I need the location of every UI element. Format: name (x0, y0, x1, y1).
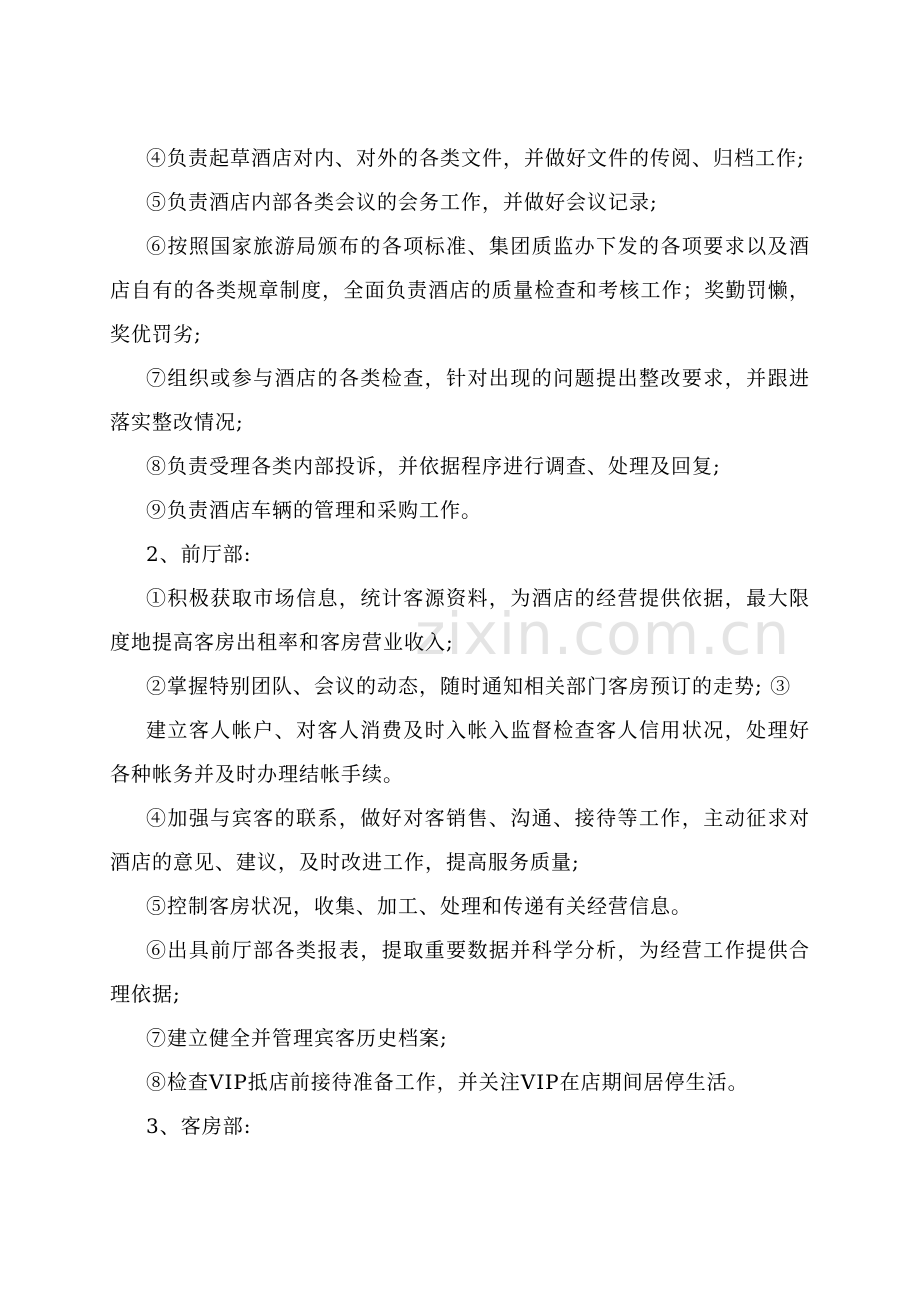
paragraph-office-6: ⑥按照国家旅游局颁布的各项标准、集团质监办下发的各项要求以及酒店自有的各类规章制度，全面负责酒店的质量检查和考核工作；奖勤罚懒，奖优罚劣; (110, 234, 810, 346)
paragraph-front-7: ⑦建立健全并管理宾客历史档案; (146, 1026, 448, 1050)
paragraph-office-9: ⑨负责酒店车辆的管理和采购工作。 (146, 498, 482, 522)
paragraph-front-6: ⑥出具前厅部各类报表，提取重要数据并科学分析，为经营工作提供合理依据; (110, 938, 810, 1006)
paragraph-front-4: ④加强与宾客的联系，做好对客销售、沟通、接待等工作，主动征求对酒店的意见、建议，及时改进工作，提高服务质量; (110, 806, 810, 874)
section-heading-front-office: 2、前厅部: (146, 542, 252, 566)
paragraph-office-4: ④负责起草酒店对内、对外的各类文件，并做好文件的传阅、归档工作; (146, 146, 805, 170)
paragraph-front-5: ⑤控制客房状况，收集、加工、处理和传递有关经营信息。 (146, 894, 692, 918)
paragraph-front-1: ①积极获取市场信息，统计客源资料，为酒店的经营提供依据，最大限度地提高客房出租率和客房营业收入; (110, 586, 810, 654)
watermark: zixin.com.cn (415, 600, 791, 668)
paragraph-front-2: ②掌握特别团队、会议的动态，随时通知相关部门客房预订的走势; ③ (146, 674, 792, 698)
paragraph-office-5: ⑤负责酒店内部各类会议的会务工作，并做好会议记录; (146, 190, 658, 214)
section-heading-housekeeping: 3、客房部: (146, 1114, 252, 1138)
paragraph-office-8: ⑧负责受理各类内部投诉，并依据程序进行调查、处理及回复; (146, 454, 721, 478)
document-body (110, 136, 810, 1148)
paragraph-front-8: ⑧检查VIP抵店前接待准备工作，并关注VIP在店期间居停生活。 (146, 1070, 749, 1094)
paragraph-office-7: ⑦组织或参与酒店的各类检查，针对出现的问题提出整改要求，并跟进落实整改情况; (110, 366, 810, 434)
paragraph-front-3: 建立客人帐户、对客人消费及时入帐入监督检查客人信用状况，处理好各种帐务并及时办理结帐手续。 (110, 718, 810, 786)
